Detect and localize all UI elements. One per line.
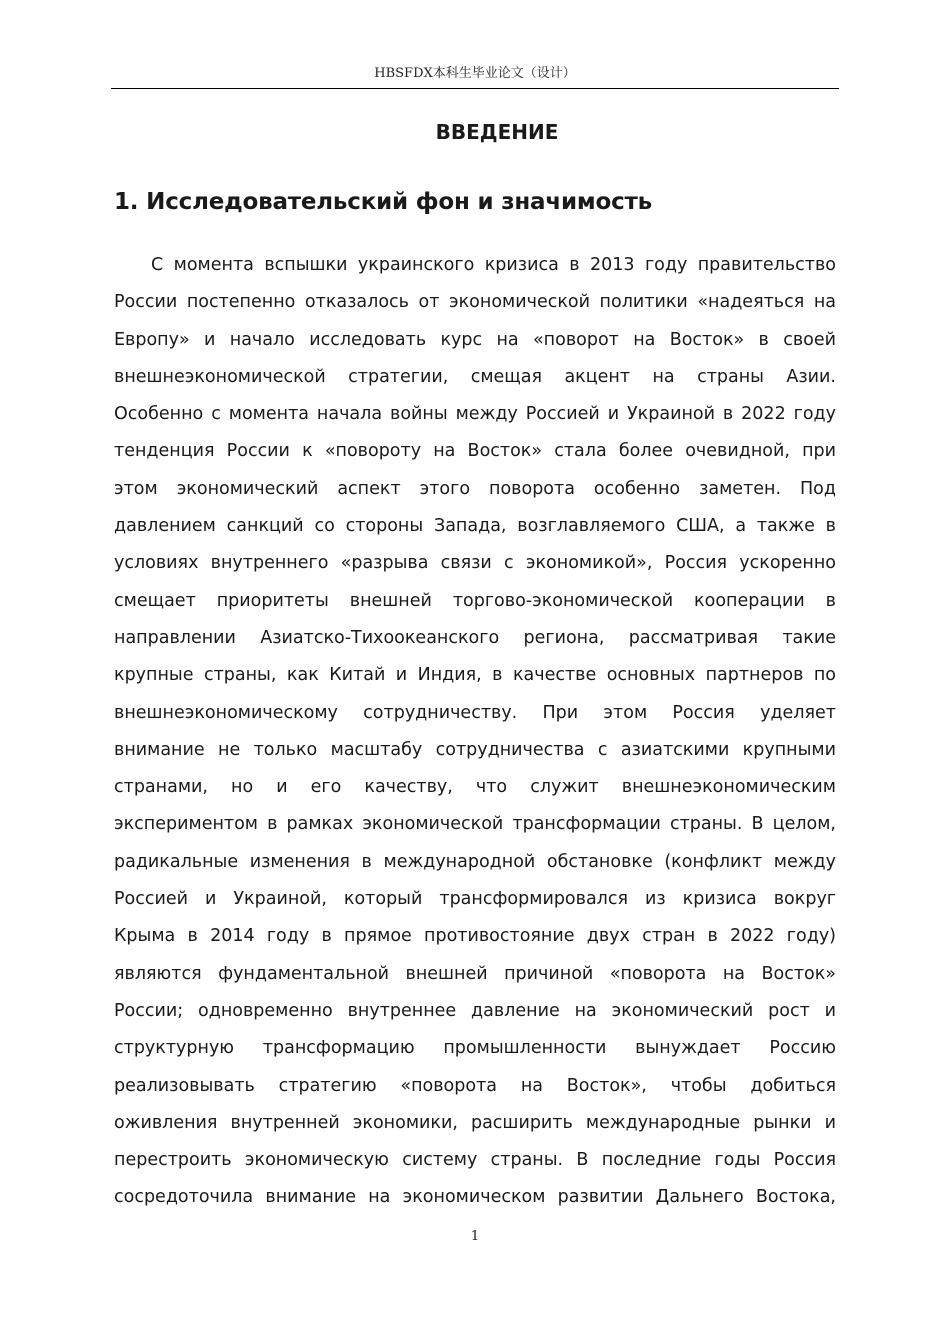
- paragraph-line: внешнеэкономической стратегии, смещая акцент на страны Азии.: [114, 366, 836, 387]
- paragraph-line: являются фундаментальной внешней причиной «поворота на Восток»: [114, 963, 836, 984]
- paragraph-line: сосредоточила внимание на экономическом развитии Дальнего Востока,: [114, 1187, 836, 1208]
- paragraph-line: внимание не только масштабу сотрудничества с азиатскими крупными: [114, 739, 836, 760]
- page-number: 1: [470, 1229, 480, 1244]
- paragraph-line: Крыма в 2014 году в прямое противостояние двух стран в 2022 году): [114, 926, 836, 947]
- paragraph-line: условиях внутреннего «разрыва связи с экономикой», Россия ускоренно: [114, 553, 836, 574]
- paragraph-line: Европу» и начало исследовать курс на «поворот на Восток» в своей: [114, 329, 836, 350]
- page-title: ВВЕДЕНИЕ: [435, 120, 559, 144]
- paragraph-line: радикальные изменения в международной обстановке (конфликт между: [114, 851, 836, 872]
- paragraph-line: давлением санкций со стороны Запада, возглавляемого США, а также в: [114, 516, 836, 537]
- paragraph-line: оживления внутренней экономики, расширить международные рынки и: [114, 1112, 836, 1133]
- paragraph-line: Россией и Украиной, который трансформировался из кризиса вокруг: [114, 889, 836, 910]
- paragraph-line: экспериментом в рамках экономической трансформации страны. В целом,: [114, 814, 836, 835]
- body-paragraph: [114, 247, 836, 1217]
- paragraph-line: перестроить экономическую систему страны. В последние годы Россия: [114, 1150, 836, 1171]
- paragraph-line: этом экономический аспект этого поворота особенно заметен. Под: [114, 478, 836, 499]
- paragraph-line: внешнеэкономическому сотрудничеству. При этом Россия уделяет: [114, 702, 836, 723]
- paragraph-line: странами, но и его качеству, что служит внешнеэкономическим: [114, 777, 836, 798]
- paragraph-line: Особенно с момента начала войны между Россией и Украиной в 2022 году: [114, 404, 836, 425]
- paragraph-line: крупные страны, как Китай и Индия, в качестве основных партнеров по: [114, 665, 836, 686]
- paragraph-line: реализовывать стратегию «поворота на Восток», чтобы добиться: [114, 1075, 836, 1096]
- paragraph-line: структурную трансформацию промышленности вынуждает Россию: [114, 1038, 836, 1059]
- paragraph-line: тенденция России к «повороту на Восток» стала более очевидной, при: [114, 441, 836, 462]
- paragraph-line: смещает приоритеты внешней торгово-экономической кооперации в: [114, 590, 836, 611]
- section-heading: 1. Исследовательский фон и значимость: [114, 189, 652, 215]
- paragraph-line: направлении Азиатско-Тихоокеанского региона, рассматривая такие: [114, 627, 836, 648]
- running-header: HBSFDX本科生毕业论文（设计）: [374, 66, 576, 81]
- paragraph-line: С момента вспышки украинского кризиса в 2013 году правительство: [151, 255, 836, 275]
- header-divider: [111, 88, 839, 89]
- paragraph-line: России; одновременно внутреннее давление на экономический рост и: [114, 1000, 836, 1021]
- paragraph-line: России постепенно отказалось от экономической политики «надеяться на: [114, 292, 836, 313]
